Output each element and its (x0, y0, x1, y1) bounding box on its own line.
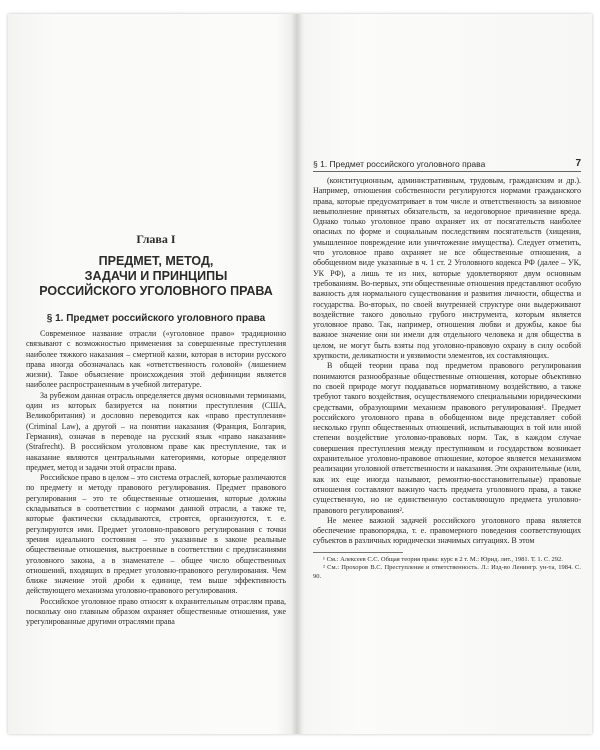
footnote-rule (313, 552, 403, 553)
chapter-title-line: ЗАДАЧИ И ПРИНЦИПЫ (84, 269, 228, 283)
chapter-title (26, 254, 286, 299)
left-page (26, 224, 286, 628)
book-spread (8, 14, 592, 734)
paragraph: Не менее важной задачей российского уголовного права является обеспечение правопорядка, т. е. правомерного поведения соответствующих субъектов в различных юридически значимых ситуациях. В этом (313, 515, 581, 546)
footnote: ² См.: Прохоров В.С. Преступление и ответственность. Л.: Изд-во Ленингр. ун-та, 1984. С. 90. (313, 564, 581, 580)
paragraph: Российское уголовное право относят к охранительным отраслям права, поскольку оно главным образом охраняет общественные отношения, уже урегулированные другими отраслями права (26, 596, 286, 627)
chapter-label: Глава I (136, 232, 176, 246)
section-heading: § 1. Предмет российского уголовного права (46, 313, 266, 324)
paragraph: Российское право в целом – это система отраслей, которые различаются по предмету и методу правового регулирования. Предмет правового регулирования – это те общественные отношения, которые должны складываться в соответствии с нормами данной отрасли, а также те, которые фактически складываются, строятся, организуются, т. е. регулируются ими. Предмет уголовно-правового регулирования с точки зрения идеального состояния – это указанные в законе реальные общественные отношения, выстроенные в соответствии с предписаниями уголовного закона, а в знаменателе – общее число общественных отношений, входящих в предмет уголовно-правового регулирования. Чем ближе значение этой дроби к единице, тем выше эффективность действующего механизма уголовно-правового регулирования. (26, 473, 286, 596)
chapter-title-line: РОССИЙСКОГО УГОЛОВНОГО ПРАВА (39, 284, 273, 298)
right-page (313, 158, 581, 581)
chapter-title-line: ПРЕДМЕТ, МЕТОД, (98, 254, 214, 268)
footnote: ¹ См.: Алексеев С.С. Общая теория права: курс в 2 т. М.: Юрид. лит., 1981. Т. 1. С. 292. (323, 555, 563, 563)
running-head-title: § 1. Предмет российского уголовного права (313, 159, 486, 169)
book-gutter (291, 14, 303, 734)
page-number: 7 (575, 158, 581, 169)
paragraph: (конституционным, административным, трудовым, гражданским и др.). Например, отношения собственности регулируются нормами гражданского права, которые предусматривает в том числе и ответственность за виновное невыполнение принятых обязательств, за недоговорное причинение вреда. Однако только уголовное право охраняет их от посягательств наиболее опасных по форме и социальным последствиям посягательств (хищения, умышленное повреждение или уничтожение имущества). Следует отметить, что уголовное право охраняет не все общественные отношения, а обобщенном виде указанные в ч. 1 ст. 2 Уголовного кодекса РФ (далее – УК, УК РФ), а лишь те из них, которые удовлетворяют двум основным требованиям. Во-первых, эти общественные отношения представляют особую важность для нормального существования и развития личности, общества и государства. Во-вторых, по своей внутренней структуре они выдерживают воздействие такого довольно грубого инструмента, которым является уголовное право. Так, например, отношения любви и дружбы, какое бы важное значение они ни имели для отдельного человека и для общества в целом, не могут быть взяты под уголовно-правовую охрану в силу особой хрупкости, деликатности и уязвимости элементов, их составляющих. (313, 176, 581, 361)
paragraph: В общей теории права под предметом правового регулирования понимаются разнообразные общественные отношения, которые объективно по своей природе могут поддаваться нормативному воздействию, а также требуют такого воздействия, осуществляемого специальными юридическими средствами, образующими механизм правового регулирования¹. Предмет российского уголовного права в обобщенном виде представляет собой несколько групп общественных отношений, испытывающих в той или иной степени воздействие уголовно-правовых норм. Так, в каждом случае совершения преступления между преступником и государством возникает охранительное уголовно-правовое отношение, которое является механизмом реализации уголовной ответственности и наказания. Эти охранительные (или, как их еще иногда называют, ремонтно-восстановительные) правовые отношения составляют важную часть предмета уголовного права, а также существенную, но не единственную составляющую предмета уголовно-правового регулирования². (313, 361, 581, 515)
paragraph: За рубежом данная отрасль определяется двумя основными терминами, один из которых базируется на понятии преступления (США, Великобритания) и дословно переводится как «право преступления» (Criminal Law), а другой – на понятии наказания (Франция, Болгария, Германия), означая в переводе на русский язык «право наказания» (Strafrecht). В российском уголовном праве как преступление, так и наказание являются центральными категориями, которые определяют предмет, метод и задачи этой отрасли права. (26, 390, 286, 472)
paragraph: Современное название отрасли («уголовное право» традиционно связывают с возможностью применения за совершенные преступления наиболее тяжкого наказания – смертной казни, которая в истории русского права иногда обозначалась как «ответственность головой» (лишением жизни). Такое объяснение происхождения этой дефиниции является наиболее распространенным в учебной литературе. (26, 329, 286, 390)
running-header (313, 158, 581, 172)
